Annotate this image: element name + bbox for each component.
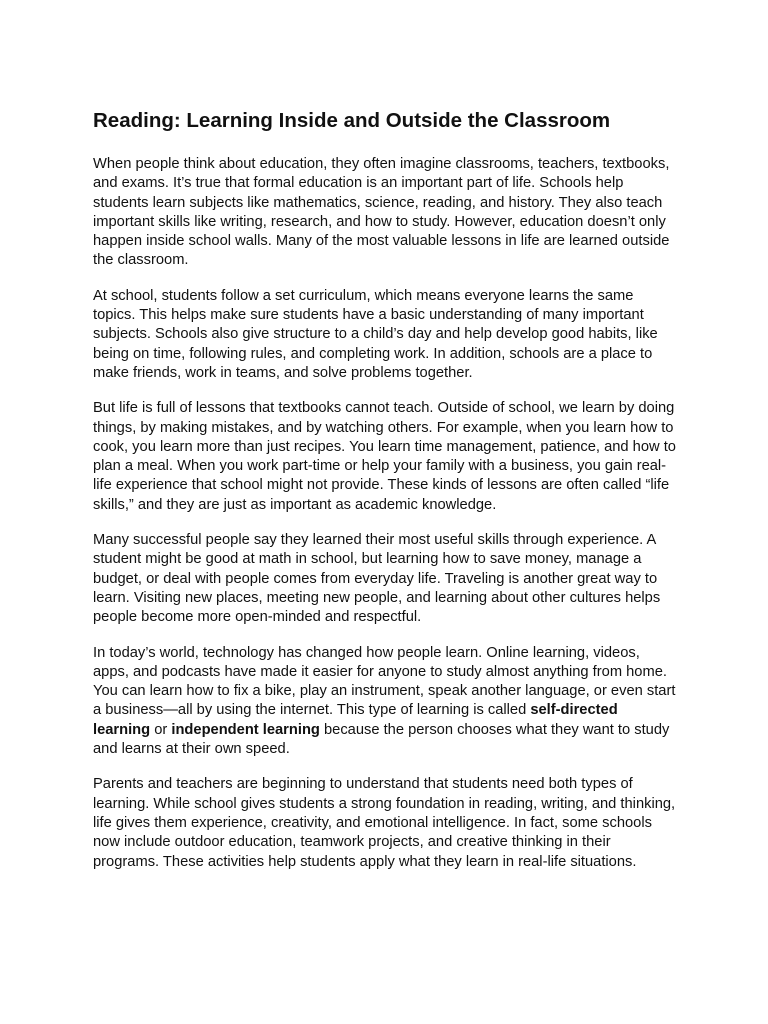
paragraph-technology-text-2: or [150,721,172,738]
paragraph-formal-education: When people think about education, they often imagine classrooms, teachers, textbooks, and exams. It’s true that formal education is an important part of life. Schools help students learn subjects like mathematics, science, reading, and history. They also teach important skills like writing, research, and how to study. However, education doesn’t only happen inside school walls. Many of the most valuable lessons in life are learned outside the classroom. [93,156,670,269]
paragraph-life-skills: But life is full of lessons that textbooks cannot teach. Outside of school, we learn by doing things, by making mistakes, and by watching others. For example, when you learn how to cook, you learn more than just recipes. You learn time management, patience, and how to plan a meal. When you work part-time or help your family with a business, you gain real-life experience that school might not provide. These kinds of lessons are often called “life skills,” and they are just as important as academic knowledge. [93,400,676,513]
paragraph-technology-learning [93,644,676,760]
paragraph-technology-text-3: because the person chooses what they want to study and learns at their own speed. [93,721,670,758]
paragraph-school-curriculum: At school, students follow a set curriculum, which means everyone learns the same topics. This helps make sure students have a basic understanding of many important subjects. Schools also give structure to a child’s day and help develop good habits, like being on time, following rules, and completing work. In addition, schools are a place to make friends, work in teams, and solve problems together. [93,287,658,381]
term-independent-learning: independent learning [171,721,320,738]
term-self-directed-learning: self-directed learning [93,702,618,738]
paragraph-learning-through-experience: Many successful people say they learned their most useful skills through experience. A student might be good at math in school, but learning how to save money, manage a budget, or deal with people comes from everyday life. Traveling is another great way to learn. Visiting new places, meeting new people, and learning about other cultures helps people become more open-minded and respectful. [93,532,661,626]
paragraph-technology-text-1: In today’s world, technology has changed how people learn. Online learning, videos, apps, and podcasts have made it easier for anyone to study almost anything from home. You can learn how to fix a bike, play an instrument, speak another language, or even start a business—all by using the internet. This type of learning is called [93,644,676,719]
document-title: Reading: Learning Inside and Outside the Classroom [93,109,611,132]
paragraph-both-types-of-learning: Parents and teachers are beginning to understand that students need both types of learning. While school gives students a strong foundation in reading, writing, and thinking, life gives them experience, creativity, and emotional intelligence. In fact, some schools now include outdoor education, teamwork projects, and creative thinking in their programs. These activities help students apply what they learn in real-life situations. [93,776,676,870]
